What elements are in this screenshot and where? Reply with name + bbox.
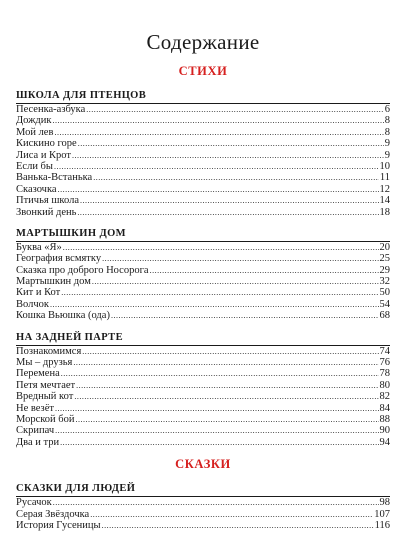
toc-entry[interactable] [16,380,390,391]
toc-entry[interactable] [16,195,390,206]
dot-leader [54,161,379,172]
entry-page-number: 9 [384,149,390,161]
toc-entry[interactable] [16,242,390,253]
entry-page-number: 82 [379,391,390,403]
toc-entry[interactable] [16,425,390,436]
dot-leader [86,104,383,115]
toc-entry[interactable] [16,520,390,531]
dot-leader [80,195,379,206]
toc-entry[interactable] [16,115,390,126]
entry-page-number: 116 [374,519,390,531]
entry-title: Русачок [16,497,52,509]
entry-title: Ванька-Встанька [16,172,93,184]
entry-page-number: 14 [379,195,390,207]
dot-leader [150,265,379,276]
entry-title: Скрипач [16,425,55,437]
entry-page-number: 10 [379,160,390,172]
toc-entry[interactable] [16,357,390,368]
entry-title: География всмятку [16,253,102,265]
entry-page-number: 32 [379,276,390,288]
entry-title: Дождик [16,115,52,127]
toc-entry[interactable] [16,207,390,218]
toc-entry[interactable] [16,138,390,149]
toc-entry[interactable] [16,497,390,508]
toc-entry[interactable] [16,184,390,195]
toc-entry[interactable] [16,403,390,414]
dot-leader [90,509,373,520]
dot-leader [78,138,384,149]
section-heading: ШКОЛА ДЛЯ ПТЕНЦОВ [16,90,147,101]
toc-entry[interactable] [16,172,390,183]
section-heading: СКАЗКИ ДЛЯ ЛЮДЕЙ [16,483,136,495]
entry-page-number: 76 [379,357,390,369]
entry-title: Кошка Вьюшка (ода) [16,310,110,322]
entry-title: Мой лев [16,126,54,138]
toc-entry[interactable] [16,104,390,115]
entry-page-number: 84 [379,402,390,414]
dot-leader [102,253,378,264]
toc-entry[interactable] [16,150,390,161]
toc-entry[interactable] [16,253,390,264]
part-heading: СКАЗКИ [175,457,231,472]
dot-leader [54,127,383,138]
dot-leader [55,403,379,414]
entry-page-number: 11 [379,172,390,184]
entry-title: Сказка про доброго Носорога [16,264,149,276]
dot-leader [58,184,379,195]
toc-entry[interactable] [16,127,390,138]
dot-leader [63,242,379,253]
dot-leader [92,276,379,287]
entry-page-number: 29 [379,264,390,276]
dot-leader [52,115,383,126]
entry-title: Два и три [16,436,60,448]
entry-title: Петя мечтает [16,379,76,391]
dot-leader [77,207,378,218]
entry-title: Лиса и Крот [16,149,72,161]
entry-title: Не везёт [16,402,54,414]
toc-entry[interactable] [16,346,390,357]
entry-page-number: 54 [379,298,390,310]
dot-leader [60,437,378,448]
entry-page-number: 18 [379,206,390,218]
dot-leader [61,368,379,379]
entry-page-number: 6 [384,104,390,115]
dot-leader [55,425,378,436]
dot-leader [82,346,378,357]
entry-page-number: 25 [379,253,390,265]
dot-leader [53,497,379,508]
dot-leader [61,287,378,298]
toc-entry[interactable] [16,509,390,520]
section-heading: НА ЗАДНЕЙ ПАРТЕ [16,331,123,343]
dot-leader [76,414,379,425]
toc-entry[interactable] [16,437,390,448]
toc-entry[interactable] [16,368,390,379]
toc-entry[interactable] [16,161,390,172]
entry-title: Вредный кот [16,391,74,403]
entry-title: Буква «Я» [16,241,62,253]
entry-title: Волчок [16,298,49,310]
entry-page-number: 78 [379,368,390,380]
entry-title: Сказочка [16,183,57,195]
entry-title: Серая Звёздочка [16,508,90,520]
dot-leader [93,172,379,183]
toc-entry[interactable] [16,287,390,298]
entry-title: Мартышкин дом [16,276,91,288]
entry-page-number: 80 [379,379,390,391]
dot-leader [74,391,378,402]
dot-leader [73,357,378,368]
entry-page-number: 50 [379,287,390,299]
entry-page-number: 74 [379,345,390,357]
entry-page-number: 20 [379,241,390,253]
toc-entry[interactable] [16,276,390,287]
dot-leader [111,310,379,321]
entry-title: Морской бой [16,413,75,425]
entry-title: История Гусеницы [16,519,101,531]
entry-page-number: 9 [384,138,390,150]
toc-entry[interactable] [16,310,390,321]
entry-page-number: 8 [384,115,390,127]
toc-entry[interactable] [16,391,390,402]
entry-page-number: 12 [379,183,390,195]
dot-leader [76,380,378,391]
entry-title: Если бы [16,160,53,172]
entry-page-number: 88 [379,413,390,425]
entry-page-number: 8 [384,126,390,138]
entry-title: Кит и Кот [16,287,61,299]
entry-page-number: 90 [379,425,390,437]
entry-title: Перемена [16,368,60,380]
entry-page-number: 98 [379,497,390,509]
entry-title: Песенка-азбука [16,104,86,115]
dot-leader [50,299,379,310]
toc-body [16,63,390,531]
entry-title: Птичья школа [16,195,79,207]
entry-title: Познакомимся [16,345,82,357]
section-heading: МАРТЫШКИН ДОМ [16,227,126,239]
page-title: Содержание [146,30,260,54]
toc-entry[interactable] [16,414,390,425]
entry-page-number: 107 [374,508,390,520]
entry-page-number: 68 [379,310,390,322]
entry-title: Мы – друзья [16,357,73,369]
toc-entry[interactable] [16,299,390,310]
dot-leader [72,150,384,161]
part-heading: СТИХИ [178,64,228,78]
entry-title: Кискино горе [16,138,77,150]
entry-page-number: 94 [379,436,390,448]
entry-title: Звонкий день [16,206,77,218]
toc-entry[interactable] [16,265,390,276]
dot-leader [102,520,374,531]
